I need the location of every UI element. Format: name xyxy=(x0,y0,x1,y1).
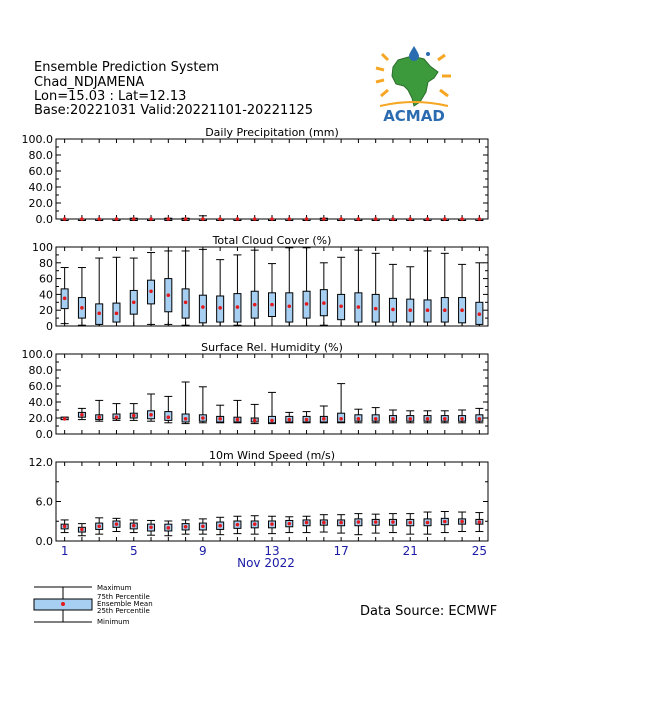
mean-marker xyxy=(149,526,153,530)
y-tick-label: 40.0 xyxy=(28,396,53,409)
x-tick-label: 21 xyxy=(402,544,418,558)
y-tick-label: 0.0 xyxy=(35,428,53,441)
mean-marker xyxy=(339,217,343,221)
mean-marker xyxy=(132,524,136,528)
x-tick-label: 17 xyxy=(333,544,349,558)
mean-marker xyxy=(478,520,482,524)
mean-marker xyxy=(253,217,257,221)
mean-marker xyxy=(132,217,136,221)
mean-marker xyxy=(270,217,274,221)
y-tick-label: 20.0 xyxy=(28,197,53,210)
mean-marker xyxy=(287,304,291,308)
mean-marker xyxy=(339,304,343,308)
legend xyxy=(34,584,153,626)
mean-marker xyxy=(374,217,378,221)
mean-marker xyxy=(322,521,326,525)
cloud-cover-panel xyxy=(32,234,488,333)
y-tick-label: 6.0 xyxy=(35,495,53,509)
mean-marker xyxy=(132,414,136,418)
mean-marker xyxy=(115,312,119,316)
mean-marker xyxy=(218,217,222,221)
precipitation-panel xyxy=(22,126,489,226)
mean-marker xyxy=(287,522,291,526)
mean-marker xyxy=(63,217,67,221)
mean-marker xyxy=(460,217,464,221)
station-coordinates: Lon=15.03 : Lat=12.13 xyxy=(34,89,187,104)
legend-25th: 25th Percentile xyxy=(97,607,150,615)
mean-marker xyxy=(80,306,84,310)
panel-title: Total Cloud Cover (%) xyxy=(212,234,332,247)
mean-marker xyxy=(391,417,395,421)
mean-marker xyxy=(201,524,205,528)
mean-marker xyxy=(443,520,447,524)
y-tick-label: 0 xyxy=(46,320,53,333)
x-tick-label: 13 xyxy=(264,544,280,558)
mean-marker xyxy=(287,418,291,422)
mean-marker xyxy=(253,522,257,526)
legend-mean-marker xyxy=(61,602,65,606)
mean-marker xyxy=(374,520,378,524)
x-tick-label: 1 xyxy=(60,544,69,558)
mean-marker xyxy=(460,308,464,312)
mean-marker xyxy=(167,293,171,297)
mean-marker xyxy=(357,520,361,524)
mean-marker xyxy=(167,526,171,530)
plot-frame xyxy=(56,139,488,219)
mean-marker xyxy=(270,303,274,307)
y-tick-label: 60 xyxy=(39,272,53,286)
mean-marker xyxy=(184,301,188,305)
y-tick-label: 40 xyxy=(39,288,53,302)
mean-marker xyxy=(443,417,447,421)
y-tick-label: 80 xyxy=(39,256,53,270)
station-name: Chad_NDJAMENA xyxy=(34,75,145,90)
mean-marker xyxy=(236,305,240,309)
mean-marker xyxy=(80,217,84,221)
y-tick-label: 0.0 xyxy=(35,535,53,548)
mean-marker xyxy=(63,297,67,301)
mean-marker xyxy=(478,217,482,221)
mean-marker xyxy=(460,520,464,524)
panel-title: Daily Precipitation (mm) xyxy=(205,126,339,139)
mean-marker xyxy=(478,417,482,421)
mean-marker xyxy=(236,217,240,221)
mean-marker xyxy=(201,305,205,309)
mean-marker xyxy=(408,417,412,421)
mean-marker xyxy=(305,418,309,422)
legend-maximum: Maximum xyxy=(97,584,132,592)
mean-marker xyxy=(357,217,361,221)
mean-marker xyxy=(478,312,482,316)
mean-marker xyxy=(426,417,430,421)
mean-marker xyxy=(80,413,84,417)
mean-marker xyxy=(184,417,188,421)
mean-marker xyxy=(149,217,153,221)
mean-marker xyxy=(391,308,395,312)
mean-marker xyxy=(270,522,274,526)
mean-marker xyxy=(357,305,361,309)
mean-marker xyxy=(322,301,326,305)
mean-marker xyxy=(80,528,84,532)
mean-marker xyxy=(253,419,257,423)
y-tick-label: 100.0 xyxy=(21,133,53,146)
y-tick-label: 60.0 xyxy=(28,165,53,178)
y-tick-label: 100 xyxy=(32,241,53,254)
legend-mean: Ensemble Mean xyxy=(97,600,153,608)
humidity-panel xyxy=(22,341,489,441)
data-source: Data Source: ECMWF xyxy=(360,604,498,619)
mean-marker xyxy=(305,217,309,221)
mean-marker xyxy=(236,418,240,422)
mean-marker xyxy=(218,417,222,421)
mean-marker xyxy=(184,217,188,221)
mean-marker xyxy=(374,417,378,421)
mean-marker xyxy=(339,521,343,525)
mean-marker xyxy=(63,417,67,421)
y-tick-label: 80.0 xyxy=(28,149,53,162)
mean-marker xyxy=(426,521,430,525)
mean-marker xyxy=(184,525,188,529)
mean-marker xyxy=(253,303,257,307)
mean-marker xyxy=(115,522,119,526)
mean-marker xyxy=(426,308,430,312)
mean-marker xyxy=(305,302,309,306)
mean-marker xyxy=(97,415,101,419)
mean-marker xyxy=(97,312,101,316)
mean-marker xyxy=(63,524,67,528)
y-tick-label: 20 xyxy=(39,304,53,318)
x-axis-label: Nov 2022 xyxy=(237,556,295,570)
legend-75th: 75th Percentile xyxy=(97,593,150,601)
mean-marker xyxy=(270,419,274,423)
mean-marker xyxy=(149,289,153,293)
mean-marker xyxy=(443,217,447,221)
mean-marker xyxy=(322,217,326,221)
mean-marker xyxy=(167,217,171,221)
mean-marker xyxy=(339,417,343,421)
mean-marker xyxy=(132,301,136,305)
mean-marker xyxy=(218,524,222,528)
y-tick-label: 20.0 xyxy=(28,412,53,425)
mean-marker xyxy=(287,217,291,221)
mean-marker xyxy=(374,307,378,311)
x-tick-label: 9 xyxy=(199,544,207,558)
panel-title: Surface Rel. Humidity (%) xyxy=(201,341,343,354)
mean-marker xyxy=(391,217,395,221)
panel-title: 10m Wind Speed (m/s) xyxy=(208,449,336,462)
y-tick-label: 60.0 xyxy=(28,380,53,393)
mean-marker xyxy=(408,217,412,221)
mean-marker xyxy=(408,308,412,312)
y-tick-label: 100.0 xyxy=(21,348,53,361)
mean-marker xyxy=(201,217,205,221)
mean-marker xyxy=(201,416,205,420)
mean-marker xyxy=(305,521,309,525)
mean-marker xyxy=(408,521,412,525)
mean-marker xyxy=(149,413,153,417)
mean-marker xyxy=(167,415,171,419)
forecast-dates: Base:20221031 Valid:20221101-20221125 xyxy=(34,103,314,118)
y-tick-label: 80.0 xyxy=(28,364,53,377)
y-tick-label: 40.0 xyxy=(28,181,53,194)
mean-marker xyxy=(97,524,101,528)
mean-marker xyxy=(426,217,430,221)
legend-minimum: Minimum xyxy=(97,618,130,626)
mean-marker xyxy=(322,417,326,421)
mean-marker xyxy=(443,308,447,312)
x-tick-label: 25 xyxy=(471,544,488,558)
mean-marker xyxy=(218,306,222,310)
mean-marker xyxy=(115,217,119,221)
iqr-box xyxy=(199,295,206,323)
mean-marker xyxy=(391,520,395,524)
y-tick-label: 12.0 xyxy=(28,456,53,469)
mean-marker xyxy=(236,523,240,527)
mean-marker xyxy=(97,217,101,221)
mean-marker xyxy=(460,417,464,421)
y-tick-label: 0.0 xyxy=(35,213,53,226)
mean-marker xyxy=(115,415,119,419)
mean-marker xyxy=(357,417,361,421)
system-title: Ensemble Prediction System xyxy=(34,60,220,75)
logo-text: ACMAD xyxy=(383,107,445,125)
x-tick-label: 5 xyxy=(129,544,138,558)
wind-speed-panel xyxy=(29,449,489,570)
